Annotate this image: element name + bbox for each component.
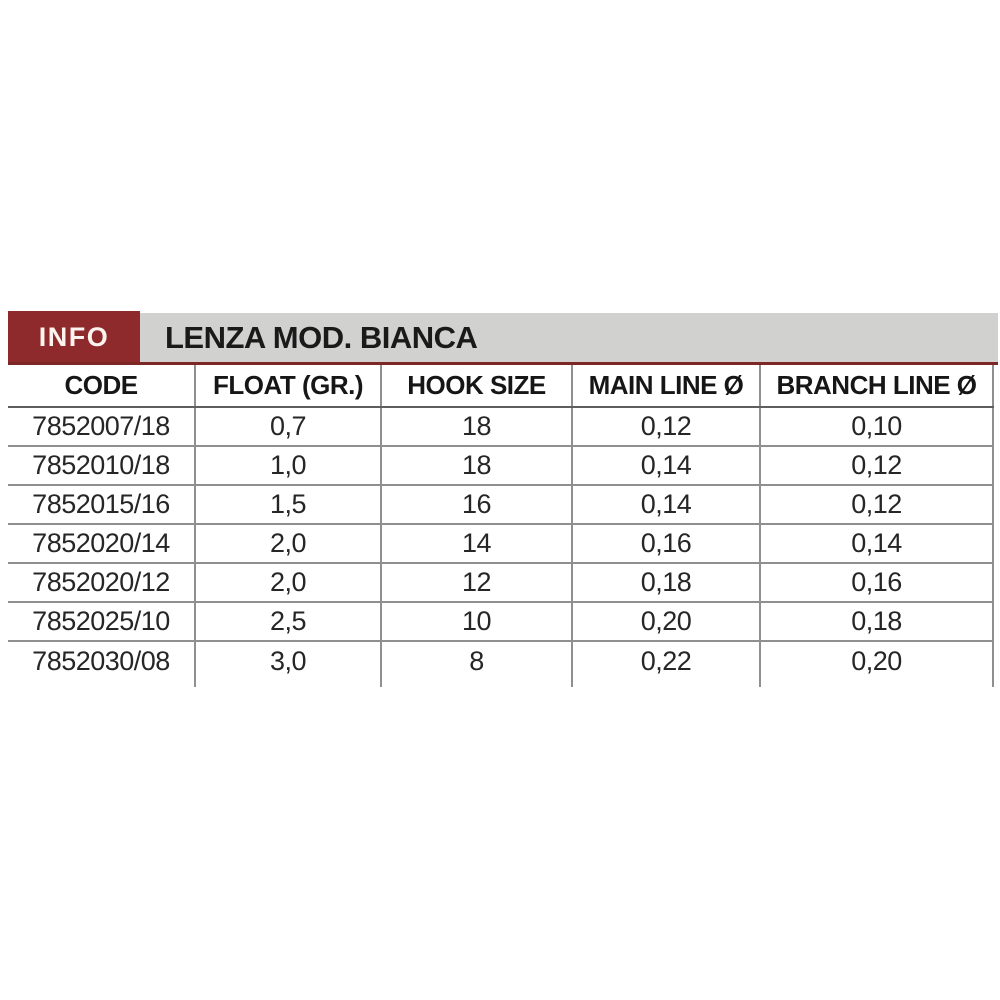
spec-table	[8, 365, 994, 687]
table-cell: 0,18	[760, 602, 993, 641]
info-badge-label: INFO	[38, 321, 110, 352]
table-cell: 2,5	[195, 602, 381, 641]
table-row	[8, 446, 993, 485]
column-header-hook-size: HOOK SIZE	[381, 365, 572, 407]
table-cell: 7852007/18	[8, 407, 195, 446]
column-header-main-line: MAIN LINE Ø	[572, 365, 760, 407]
table-cell: 18	[381, 407, 572, 446]
table-cell: 0,12	[760, 485, 993, 524]
table-row	[8, 563, 993, 602]
table-cell: 14	[381, 524, 572, 563]
table-cell: 2,0	[195, 563, 381, 602]
table-cell: 7852020/14	[8, 524, 195, 563]
table-cell: 0,22	[572, 641, 760, 687]
title-bar	[8, 313, 998, 362]
table-row	[8, 602, 993, 641]
table-row	[8, 485, 993, 524]
table-cell: 0,14	[572, 485, 760, 524]
table-cell: 2,0	[195, 524, 381, 563]
table-cell: 0,12	[760, 446, 993, 485]
table-cell: 7852025/10	[8, 602, 195, 641]
table-row	[8, 641, 993, 687]
table-cell: 0,16	[760, 563, 993, 602]
table-cell: 1,5	[195, 485, 381, 524]
table-cell: 1,0	[195, 446, 381, 485]
table-cell: 18	[381, 446, 572, 485]
table-cell: 0,18	[572, 563, 760, 602]
table-row	[8, 524, 993, 563]
table-cell: 0,12	[572, 407, 760, 446]
column-header-branch-line: BRANCH LINE Ø	[760, 365, 993, 407]
table-row	[8, 407, 993, 446]
table-body	[8, 407, 993, 687]
table-cell: 0,20	[572, 602, 760, 641]
table-cell: 16	[381, 485, 572, 524]
column-header-code: CODE	[8, 365, 195, 407]
table-cell: 0,20	[760, 641, 993, 687]
table-cell: 12	[381, 563, 572, 602]
table-cell: 7852020/12	[8, 563, 195, 602]
table-cell: 0,10	[760, 407, 993, 446]
table-cell: 8	[381, 641, 572, 687]
table-cell: 3,0	[195, 641, 381, 687]
table-cell: 0,14	[760, 524, 993, 563]
table-cell: 7852015/16	[8, 485, 195, 524]
column-header-float: FLOAT (GR.)	[195, 365, 381, 407]
table-cell: 7852030/08	[8, 641, 195, 687]
table-cell: 10	[381, 602, 572, 641]
header-row	[8, 365, 993, 407]
table-cell: 0,16	[572, 524, 760, 563]
table-cell: 0,7	[195, 407, 381, 446]
table-cell: 0,14	[572, 446, 760, 485]
table-cell: 7852010/18	[8, 446, 195, 485]
info-badge	[8, 311, 140, 363]
section-title: LENZA MOD. BIANCA	[165, 319, 478, 355]
